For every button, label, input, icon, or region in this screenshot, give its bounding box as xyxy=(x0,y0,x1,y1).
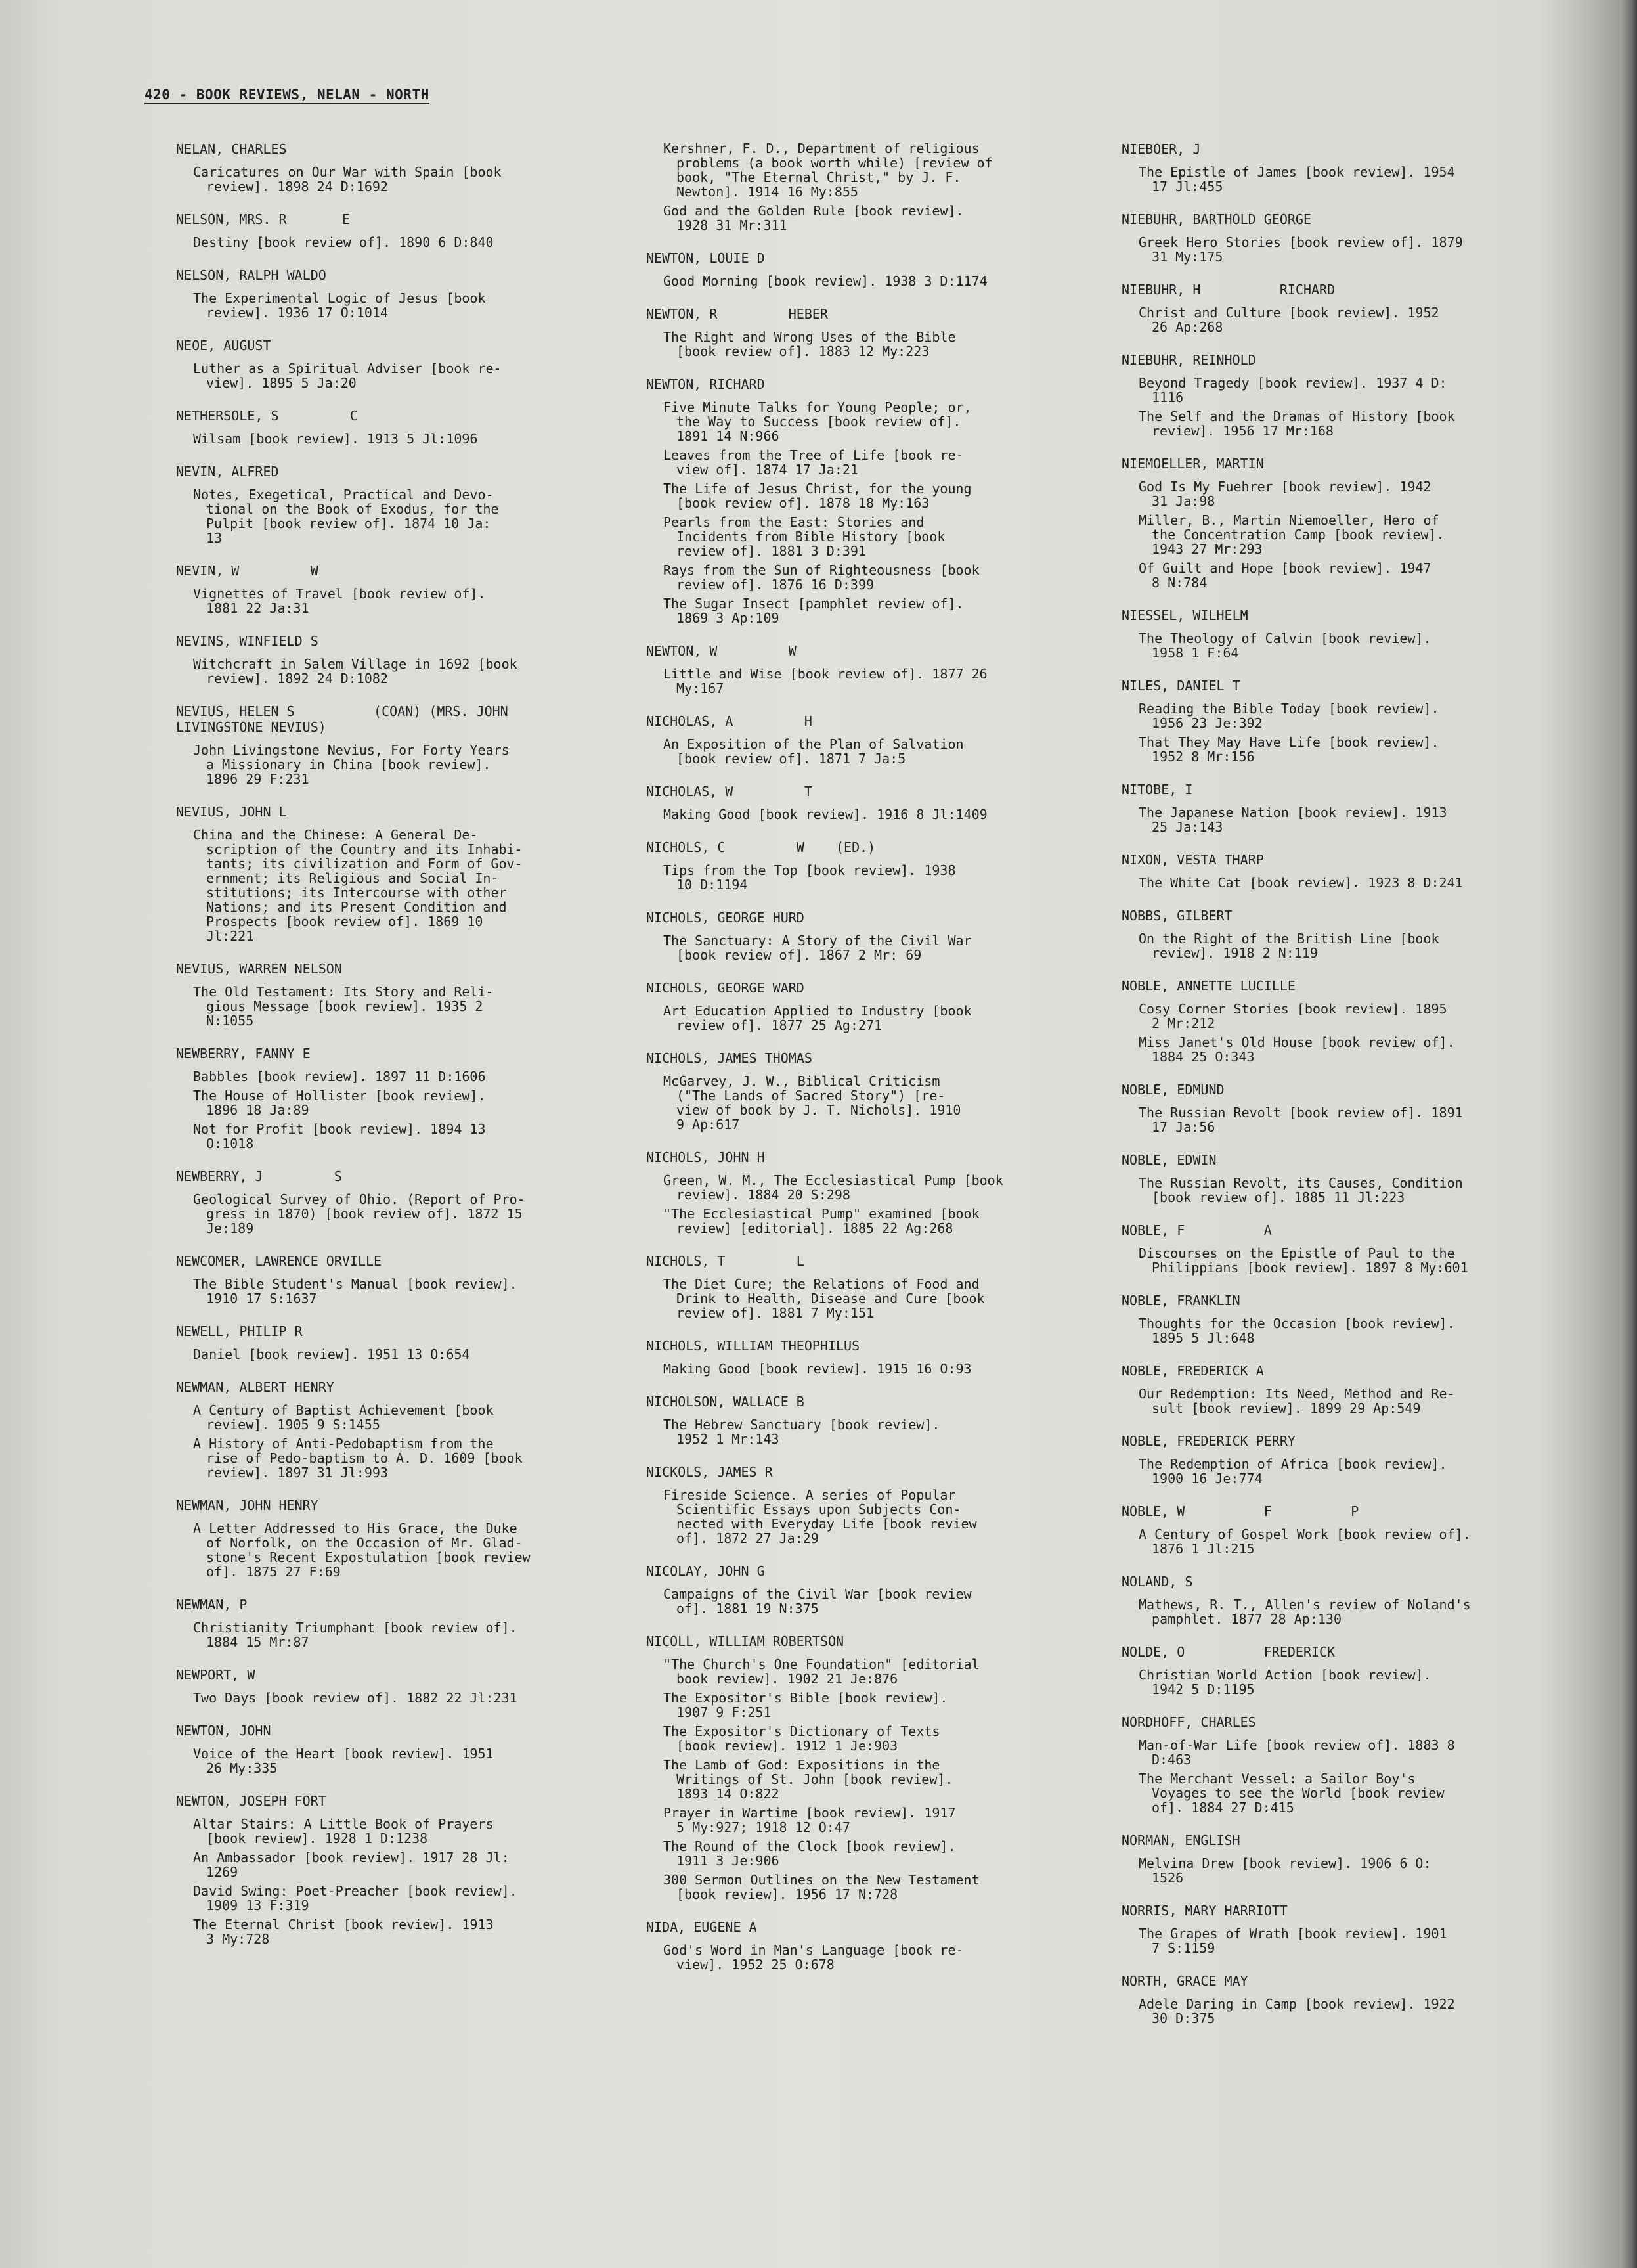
author-heading: NORRIS, MARY HARRIOTT xyxy=(1122,1903,1288,1919)
author-heading: NEVIUS, JOHN L xyxy=(176,804,287,820)
index-entry xyxy=(646,1563,1106,1616)
index-entry xyxy=(1122,211,1581,264)
author-heading: NOBBS, GILBERT xyxy=(1122,908,1233,923)
index-column-1 xyxy=(176,141,636,1964)
author-heading: NIDA, EUGENE A xyxy=(646,1919,757,1935)
index-entry xyxy=(1122,141,1581,194)
author-heading: NOBLE, FREDERICK PERRY xyxy=(1122,1433,1296,1449)
review-citation: God's Word in Man's Language [book re- view]. 1952 25 O:678 xyxy=(663,1942,964,1972)
author-heading: NEVIN, ALFRED xyxy=(176,464,279,479)
review-citation: Prayer in Wartime [book review]. 1917 5 My:927; 1918 12 O:47 xyxy=(663,1805,956,1835)
review-citation: An Exposition of the Plan of Salvation [book review of]. 1871 7 Ja:5 xyxy=(663,736,964,767)
review-citation: The Right and Wrong Uses of the Bible [book review of]. 1883 12 My:223 xyxy=(663,329,956,359)
review-citation: Little and Wise [book review of]. 1877 26 My:167 xyxy=(663,666,988,696)
review-citation: An Ambassador [book review]. 1917 28 Jl: 1269 xyxy=(193,1850,510,1880)
review-citation: Babbles [book review]. 1897 11 D:1606 xyxy=(193,1069,486,1084)
review-citation: God Is My Fuehrer [book review]. 1942 31 Ja:98 xyxy=(1139,479,1431,509)
review-citation: Not for Profit [book review]. 1894 13 O:1018 xyxy=(193,1121,486,1151)
author-heading: NEWPORT, W xyxy=(176,1667,255,1683)
author-heading: NICHOLAS, W T xyxy=(646,784,812,799)
author-heading: NOBLE, EDWIN xyxy=(1122,1152,1217,1168)
review-citation: Notes, Exegetical, Practical and Devo- tional on the Book of Exodus, for the Pulpit [book review of]. 1874 10 Ja: 13 xyxy=(193,487,499,546)
index-entry xyxy=(176,1498,636,1579)
index-entry xyxy=(1122,352,1581,438)
review-citation: The Expositor's Bible [book review]. 1907 9 F:251 xyxy=(663,1690,948,1720)
author-heading: NEWTON, JOHN xyxy=(176,1723,271,1739)
author-heading: NIEBUHR, H RICHARD xyxy=(1122,282,1336,298)
index-entry xyxy=(176,1046,636,1151)
index-entry xyxy=(1122,1574,1581,1626)
review-citation: Tips from the Top [book review]. 1938 10 D:1194 xyxy=(663,862,956,893)
index-entry xyxy=(646,1634,1106,1901)
review-citation: McGarvey, J. W., Biblical Criticism ("The Lands of Sacred Story") [re- view of book by J. T. Nichols]. 1910 9 Ap:617 xyxy=(663,1073,961,1132)
index-entry xyxy=(646,250,1106,288)
index-entry xyxy=(1122,1833,1581,1885)
author-heading: NEVINS, WINFIELD S xyxy=(176,633,318,649)
author-heading: NELSON, MRS. R E xyxy=(176,211,350,227)
author-heading: NILES, DANIEL T xyxy=(1122,678,1240,694)
review-citation: The Grapes of Wrath [book review]. 1901 7 S:1159 xyxy=(1139,1926,1447,1956)
review-citation: China and the Chinese: A General De- scription of the Country and its Inhabi- tants; its civilization and Form of Gov- ernment; its Religious and Social In- stitutions; its Intercourse with other Nations; and its Present Condition and Prospects [book review of]. 1869 10 Jl:221 xyxy=(193,827,523,944)
review-citation: John Livingstone Nevius, For Forty Years a Missionary in China [book review]. 1896 29 F:231 xyxy=(193,742,510,787)
index-entry xyxy=(176,703,636,786)
author-heading: NOBLE, W F P xyxy=(1122,1503,1359,1519)
author-heading: NOBLE, FREDERICK A xyxy=(1122,1363,1264,1379)
author-heading: NOBLE, EDMUND xyxy=(1122,1082,1225,1098)
index-entry xyxy=(176,1667,636,1705)
author-heading: NICHOLS, WILLIAM THEOPHILUS xyxy=(646,1338,860,1354)
index-entry xyxy=(176,1253,636,1306)
index-entry xyxy=(646,376,1106,625)
author-heading: NEWTON, JOSEPH FORT xyxy=(176,1793,326,1809)
review-citation: The Round of the Clock [book review]. 1911 3 Je:906 xyxy=(663,1838,956,1869)
author-heading: NEWCOMER, LAWRENCE ORVILLE xyxy=(176,1253,382,1269)
author-heading: NEWMAN, JOHN HENRY xyxy=(176,1498,318,1513)
review-citation: Miller, B., Martin Niemoeller, Hero of the Concentration Camp [book review]. 1943 27 Mr:293 xyxy=(1139,512,1445,557)
review-citation: A Century of Baptist Achievement [book review]. 1905 9 S:1455 xyxy=(193,1402,494,1433)
author-heading: NICHOLSON, WALLACE B xyxy=(646,1394,804,1410)
author-heading: NICHOLS, C W (ED.) xyxy=(646,839,876,855)
index-entry xyxy=(1122,1363,1581,1415)
review-citation: Campaigns of the Civil War [book review of]. 1881 19 N:375 xyxy=(663,1586,972,1616)
review-citation: Mathews, R. T., Allen's review of Noland's pamphlet. 1877 28 Ap:130 xyxy=(1139,1597,1471,1627)
review-citation: Rays from the Sun of Righteousness [book review of]. 1876 16 D:399 xyxy=(663,562,980,592)
review-citation: The Self and the Dramas of History [book review]. 1956 17 Mr:168 xyxy=(1139,409,1455,439)
author-heading: NOBLE, ANNETTE LUCILLE xyxy=(1122,978,1296,994)
index-entry xyxy=(646,784,1106,822)
index-entry xyxy=(1122,1714,1581,1815)
author-heading: NEWELL, PHILIP R xyxy=(176,1323,303,1339)
author-heading: NEWMAN, ALBERT HENRY xyxy=(176,1379,334,1395)
author-heading: NICHOLS, JOHN H xyxy=(646,1149,765,1165)
page-edge-shadow xyxy=(1620,0,1637,2268)
index-entry xyxy=(176,1168,636,1235)
review-citation: That They May Have Life [book review]. 1952 8 Mr:156 xyxy=(1139,734,1439,765)
review-citation: Kershner, F. D., Department of religious problems (a book worth while) [review of book, "The Eternal Christ," by J. F. Newton]. 1914 16 My:855 xyxy=(663,141,993,200)
author-heading: NIEMOELLER, MARTIN xyxy=(1122,456,1264,472)
review-citation: Geological Survey of Ohio. (Report of Pro- gress in 1870) [book review of]. 1872 15 Je:189 xyxy=(193,1191,525,1236)
index-entry xyxy=(646,839,1106,892)
index-entry xyxy=(646,1919,1106,1972)
review-citation: Greek Hero Stories [book review of]. 1879 31 My:175 xyxy=(1139,234,1463,265)
author-heading: NICOLAY, JOHN G xyxy=(646,1563,765,1579)
review-citation: Making Good [book review]. 1916 8 Jl:1409 xyxy=(663,807,988,822)
index-entry xyxy=(176,1597,636,1649)
review-citation: Altar Stairs: A Little Book of Prayers [book review]. 1928 1 D:1238 xyxy=(193,1816,494,1846)
author-heading: NORMAN, ENGLISH xyxy=(1122,1833,1240,1848)
review-citation: Pearls from the East: Stories and Incidents from Bible History [book review of]. 1881 3 D:391 xyxy=(663,514,946,559)
index-entry xyxy=(1122,1222,1581,1275)
review-citation: Miss Janet's Old House [book review of]. 1884 25 O:343 xyxy=(1139,1034,1455,1065)
index-entry xyxy=(646,1338,1106,1376)
index-entry xyxy=(176,1323,636,1362)
index-entry xyxy=(176,464,636,545)
index-entry xyxy=(1122,1644,1581,1697)
author-heading: NOBLE, F A xyxy=(1122,1222,1272,1238)
review-citation: Reading the Bible Today [book review]. 1956 23 Je:392 xyxy=(1139,701,1439,731)
review-citation: 300 Sermon Outlines on the New Testament [book review]. 1956 17 N:728 xyxy=(663,1872,980,1902)
index-entry xyxy=(1122,1503,1581,1556)
index-entry xyxy=(1122,852,1581,890)
review-citation: Witchcraft in Salem Village in 1692 [book review]. 1892 24 D:1082 xyxy=(193,656,517,686)
index-entry xyxy=(176,961,636,1028)
review-citation: Good Morning [book review]. 1938 3 D:1174 xyxy=(663,273,988,289)
index-entry xyxy=(176,1723,636,1775)
index-entry xyxy=(176,633,636,686)
review-citation: The Eternal Christ [book review]. 1913 3 My:728 xyxy=(193,1917,494,1947)
review-citation: Five Minute Talks for Young People; or, the Way to Success [book review of]. 1891 14 N:966 xyxy=(663,399,972,444)
review-citation: Voice of the Heart [book review]. 1951 26 My:335 xyxy=(193,1746,494,1776)
review-citation: The Hebrew Sanctuary [book review]. 1952 1 Mr:143 xyxy=(663,1417,940,1447)
index-entry xyxy=(176,338,636,390)
author-heading: NIXON, VESTA THARP xyxy=(1122,852,1264,868)
review-citation: Daniel [book review]. 1951 13 O:654 xyxy=(193,1346,470,1362)
author-heading: NEWBERRY, FANNY E xyxy=(176,1046,311,1061)
index-entry xyxy=(646,1464,1106,1545)
review-citation: The Merchant Vessel: a Sailor Boy's Voyages to see the World [book review of]. 1884 27 D:415 xyxy=(1139,1771,1445,1815)
review-citation: The Russian Revolt [book review of]. 1891 17 Ja:56 xyxy=(1139,1105,1463,1135)
index-entry xyxy=(1122,608,1581,660)
index-entry xyxy=(1122,1152,1581,1205)
review-citation: The Theology of Calvin [book review]. 1958 1 F:64 xyxy=(1139,631,1431,661)
review-citation: Thoughts for the Occasion [book review]. 1895 5 Jl:648 xyxy=(1139,1316,1455,1346)
review-citation: "The Ecclesiastical Pump" examined [book review] [editorial]. 1885 22 Ag:268 xyxy=(663,1206,980,1236)
review-citation: On the Right of the British Line [book review]. 1918 2 N:119 xyxy=(1139,931,1439,961)
index-entry xyxy=(1122,1293,1581,1345)
index-entry xyxy=(1122,456,1581,590)
review-citation: Caricatures on Our War with Spain [book review]. 1898 24 D:1692 xyxy=(193,164,502,194)
author-heading: NEWMAN, P xyxy=(176,1597,248,1612)
index-entry xyxy=(1122,1903,1581,1955)
index-column-3 xyxy=(1122,141,1581,2043)
author-heading: NEWBERRY, J S xyxy=(176,1168,342,1184)
review-citation: The Expositor's Dictionary of Texts [book review]. 1912 1 Je:903 xyxy=(663,1723,940,1754)
author-heading: NELAN, CHARLES xyxy=(176,141,287,157)
index-entry xyxy=(646,141,1106,233)
review-citation: Fireside Science. A series of Popular Scientific Essays upon Subjects Con- nected with Everyday Life [book review of]. 1872 27 Ja:29 xyxy=(663,1487,977,1546)
author-heading: NELSON, RALPH WALDO xyxy=(176,267,326,283)
review-citation: The Bible Student's Manual [book review]. 1910 17 S:1637 xyxy=(193,1276,517,1306)
review-citation: The Redemption of Africa [book review]. 1900 16 Je:774 xyxy=(1139,1456,1447,1486)
page-header: 420 - BOOK REVIEWS, NELAN - NORTH xyxy=(144,87,429,104)
author-heading: NEWTON, LOUIE D xyxy=(646,250,765,266)
index-entry xyxy=(646,306,1106,359)
author-heading: NETHERSOLE, S C xyxy=(176,408,358,424)
review-citation: Man-of-War Life [book review of]. 1883 8 D:463 xyxy=(1139,1737,1455,1768)
index-entry xyxy=(1122,1082,1581,1134)
review-citation: The Old Testament: Its Story and Reli- gious Message [book review]. 1935 2 N:1055 xyxy=(193,984,494,1029)
review-citation: Of Guilt and Hope [book review]. 1947 8 N:784 xyxy=(1139,560,1431,590)
index-entry xyxy=(646,980,1106,1033)
review-citation: Art Education Applied to Industry [book review of]. 1877 25 Ag:271 xyxy=(663,1003,972,1033)
index-entry xyxy=(1122,908,1581,960)
review-citation: The Japanese Nation [book review]. 1913 25 Ja:143 xyxy=(1139,805,1447,835)
index-entry xyxy=(176,211,636,250)
review-citation: Our Redemption: Its Need, Method and Re- sult [book review]. 1899 29 Ap:549 xyxy=(1139,1386,1455,1416)
review-citation: The Experimental Logic of Jesus [book review]. 1936 17 O:1014 xyxy=(193,290,486,321)
index-entry xyxy=(646,713,1106,766)
author-heading: NICHOLS, JAMES THOMAS xyxy=(646,1050,812,1066)
author-heading: NEVIUS, WARREN NELSON xyxy=(176,961,342,977)
review-citation: A Century of Gospel Work [book review of]. 1876 1 Jl:215 xyxy=(1139,1526,1471,1557)
author-heading: NICHOLAS, A H xyxy=(646,713,812,729)
author-heading: NOLDE, O FREDERICK xyxy=(1122,1644,1336,1660)
author-heading: NIEBUHR, REINHOLD xyxy=(1122,352,1256,368)
author-heading: NEOE, AUGUST xyxy=(176,338,271,353)
index-entry xyxy=(1122,1433,1581,1486)
author-heading: NOLAND, S xyxy=(1122,1574,1193,1590)
author-heading: NEWTON, W W xyxy=(646,643,797,659)
review-citation: Discourses on the Epistle of Paul to the Philippians [book review]. 1897 8 My:601 xyxy=(1139,1245,1468,1276)
index-entry xyxy=(1122,678,1581,764)
author-heading: NICKOLS, JAMES R xyxy=(646,1464,773,1480)
index-entry xyxy=(176,804,636,943)
index-entry xyxy=(1122,1973,1581,2026)
author-heading: NITOBE, I xyxy=(1122,782,1193,797)
review-citation: "The Church's One Foundation" [editorial book review]. 1902 21 Je:876 xyxy=(663,1657,980,1687)
author-heading: NEWTON, RICHARD xyxy=(646,376,765,392)
index-entry xyxy=(176,563,636,615)
review-citation: God and the Golden Rule [book review]. 1928 31 Mr:311 xyxy=(663,203,964,233)
review-citation: The House of Hollister [book review]. 1896 18 Ja:89 xyxy=(193,1088,486,1118)
index-entry xyxy=(176,267,636,320)
index-entry xyxy=(646,1149,1106,1235)
author-heading: NORTH, GRACE MAY xyxy=(1122,1973,1248,1989)
review-citation: Leaves from the Tree of Life [book re- view of]. 1874 17 Ja:21 xyxy=(663,447,964,478)
review-citation: The Sanctuary: A Story of the Civil War [book review of]. 1867 2 Mr: 69 xyxy=(663,933,972,963)
index-entry xyxy=(646,1253,1106,1320)
index-entry xyxy=(646,1394,1106,1446)
review-citation: The Diet Cure; the Relations of Food and Drink to Health, Disease and Cure [book review of]. 1881 7 My:151 xyxy=(663,1276,985,1321)
review-citation: The Life of Jesus Christ, for the young [book review of]. 1878 18 My:163 xyxy=(663,481,972,511)
review-citation: Christianity Triumphant [book review of]. 1884 15 Mr:87 xyxy=(193,1620,517,1650)
author-heading: NICHOLS, GEORGE HURD xyxy=(646,910,804,925)
review-citation: The White Cat [book review]. 1923 8 D:241 xyxy=(1139,875,1463,891)
author-heading: NIESSEL, WILHELM xyxy=(1122,608,1248,623)
review-citation: Luther as a Spiritual Adviser [book re- view]. 1895 5 Ja:20 xyxy=(193,361,502,391)
review-citation: Making Good [book review]. 1915 16 O:93 xyxy=(663,1361,972,1377)
index-entry xyxy=(1122,978,1581,1064)
review-citation: A Letter Addressed to His Grace, the Duke of Norfolk, on the Occasion of Mr. Glad- stone's Recent Expostulation [book review of]. 1875 27 F:69 xyxy=(193,1521,531,1580)
review-citation: The Russian Revolt, its Causes, Condition [book review of]. 1885 11 Jl:223 xyxy=(1139,1175,1463,1205)
review-citation: Melvina Drew [book review]. 1906 6 O: 1526 xyxy=(1139,1856,1431,1886)
author-heading: NIEBOER, J xyxy=(1122,141,1201,157)
author-heading: NEVIUS, HELEN S (COAN) (MRS. JOHN LIVINGSTONE NEVIUS) xyxy=(176,703,508,735)
review-citation: Beyond Tragedy [book review]. 1937 4 D: 1116 xyxy=(1139,375,1447,405)
review-citation: Two Days [book review of]. 1882 22 Jl:231 xyxy=(193,1690,517,1706)
author-heading: NICHOLS, GEORGE WARD xyxy=(646,980,804,996)
review-citation: David Swing: Poet-Preacher [book review]. 1909 13 F:319 xyxy=(193,1883,517,1913)
review-citation: The Sugar Insect [pamphlet review of]. 1869 3 Ap:109 xyxy=(663,596,964,626)
review-citation: Christ and Culture [book review]. 1952 26 Ap:268 xyxy=(1139,305,1439,335)
index-entry xyxy=(1122,782,1581,834)
index-entry xyxy=(176,1379,636,1480)
author-heading: NEWTON, R HEBER xyxy=(646,306,828,322)
index-entry xyxy=(646,1050,1106,1132)
review-citation: Christian World Action [book review]. 1942 5 D:1195 xyxy=(1139,1667,1431,1697)
author-heading: NICHOLS, T L xyxy=(646,1253,804,1269)
author-heading: NICOLL, WILLIAM ROBERTSON xyxy=(646,1634,844,1649)
index-column-2 xyxy=(646,141,1106,1990)
author-heading: NOBLE, FRANKLIN xyxy=(1122,1293,1240,1308)
index-entry xyxy=(176,141,636,194)
index-entry xyxy=(1122,282,1581,334)
review-citation: A History of Anti-Pedobaptism from the rise of Pedo-baptism to A. D. 1609 [book review]. 1897 31 Jl:993 xyxy=(193,1436,523,1480)
review-citation: The Epistle of James [book review]. 1954 17 Jl:455 xyxy=(1139,164,1455,194)
index-entry xyxy=(646,643,1106,696)
review-citation: Adele Daring in Camp [book review]. 1922 30 D:375 xyxy=(1139,1996,1455,2026)
author-heading: NEVIN, W W xyxy=(176,563,318,579)
index-entry xyxy=(176,1793,636,1946)
review-citation: The Lamb of God: Expositions in the Writings of St. John [book review]. 1893 14 O:822 xyxy=(663,1757,953,1802)
index-entry xyxy=(646,910,1106,962)
index-entry xyxy=(176,408,636,446)
review-citation: Vignettes of Travel [book review of]. 1881 22 Ja:31 xyxy=(193,586,486,616)
review-citation: Wilsam [book review]. 1913 5 Jl:1096 xyxy=(193,431,478,447)
author-heading: NORDHOFF, CHARLES xyxy=(1122,1714,1256,1730)
review-citation: Green, W. M., The Ecclesiastical Pump [book review]. 1884 20 S:298 xyxy=(663,1172,1003,1203)
review-citation: Destiny [book review of]. 1890 6 D:840 xyxy=(193,234,494,250)
review-citation: Cosy Corner Stories [book review]. 1895 2 Mr:212 xyxy=(1139,1001,1447,1031)
author-heading: NIEBUHR, BARTHOLD GEORGE xyxy=(1122,211,1311,227)
